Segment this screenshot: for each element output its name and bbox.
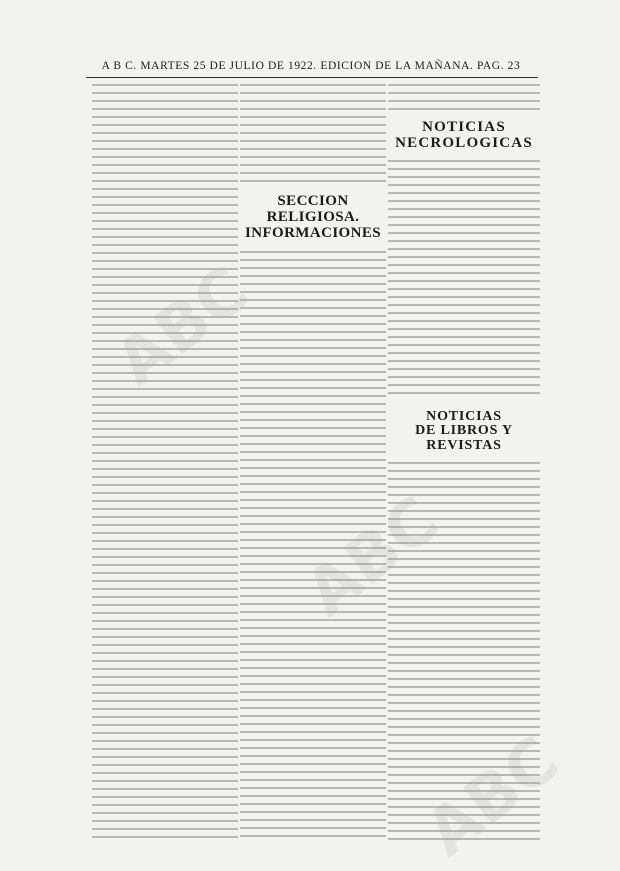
column-middle-text-top — [240, 84, 386, 182]
heading-seccion-line2: INFORMACIONES — [244, 224, 382, 241]
heading-seccion-religiosa — [240, 194, 386, 241]
heading-noticias-libros — [388, 410, 540, 454]
column-right-text-middle — [388, 160, 540, 400]
column-right-text-top — [388, 84, 540, 110]
column-middle — [240, 84, 386, 842]
heading-necro-line2: NECROLOGICAS — [395, 134, 533, 151]
heading-libros-line2: DE LIBROS Y REVISTAS — [415, 423, 513, 453]
page-masthead: A B C. MARTES 25 DE JULIO DE 1922. EDICION DE LA MAÑANA. PAG. 23 — [101, 60, 521, 72]
heading-libros-line1: NOTICIAS — [426, 408, 502, 424]
heading-noticias-necrologicas — [388, 120, 540, 152]
heading-seccion-line1: SECCION RELIGIOSA. — [266, 193, 360, 225]
masthead-rule — [86, 77, 538, 78]
column-left — [92, 84, 238, 842]
column-right — [388, 84, 540, 842]
column-left-text — [92, 84, 238, 842]
column-right-text-bottom — [388, 462, 540, 842]
heading-necro-line1: NOTICIAS — [422, 119, 506, 135]
column-middle-text-bottom — [240, 251, 386, 842]
